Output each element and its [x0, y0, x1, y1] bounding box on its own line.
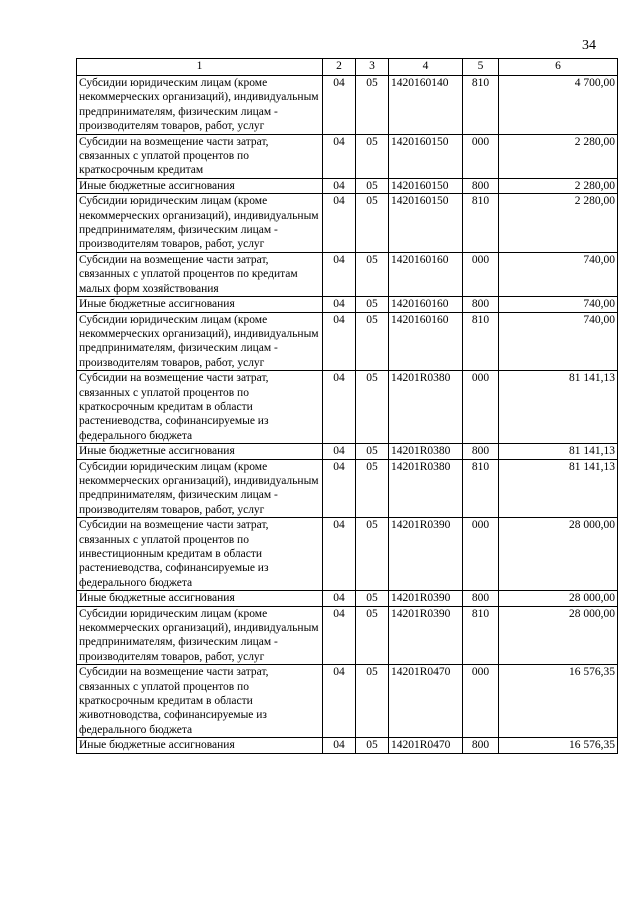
row-expense-type: 800	[463, 738, 499, 753]
row-name: Субсидии на возмещение части затрат, связанных с уплатой процентов по краткосрочным кредитам	[77, 134, 323, 178]
row-name: Иные бюджетные ассигнования	[77, 444, 323, 459]
row-amount: 28 000,00	[499, 606, 618, 665]
row-name: Субсидии юридическим лицам (кроме некоммерческих организаций), индивидуальным предпринимателям, физическим лицам - производителям товаров, работ, услуг	[77, 459, 323, 518]
row-amount: 81 141,13	[499, 371, 618, 444]
row-section: 04	[323, 591, 356, 606]
table-row	[77, 76, 618, 135]
row-expense-type: 000	[463, 371, 499, 444]
header-row	[77, 59, 618, 76]
row-target-code: 1420160150	[389, 178, 463, 193]
table-row	[77, 312, 618, 371]
row-section: 04	[323, 459, 356, 518]
row-section: 04	[323, 371, 356, 444]
row-amount: 740,00	[499, 312, 618, 371]
row-amount: 16 576,35	[499, 665, 618, 738]
row-target-code: 14201R0390	[389, 518, 463, 591]
row-expense-type: 800	[463, 178, 499, 193]
row-amount: 16 576,35	[499, 738, 618, 753]
row-target-code: 14201R0470	[389, 665, 463, 738]
row-target-code: 1420160150	[389, 134, 463, 178]
row-target-code: 14201R0380	[389, 459, 463, 518]
row-target-code: 1420160150	[389, 194, 463, 253]
row-section: 04	[323, 665, 356, 738]
row-name: Субсидии на возмещение части затрат, связанных с уплатой процентов по краткосрочным кредитам в области растениеводства, софинансируемые из федерального бюджета	[77, 371, 323, 444]
table-row	[77, 444, 618, 459]
row-subsection: 05	[356, 252, 389, 296]
row-amount: 2 280,00	[499, 134, 618, 178]
row-target-code: 14201R0380	[389, 371, 463, 444]
header-col-3: 3	[356, 59, 389, 76]
table-row	[77, 178, 618, 193]
row-subsection: 05	[356, 591, 389, 606]
table-row	[77, 371, 618, 444]
row-name: Субсидии юридическим лицам (кроме некоммерческих организаций), индивидуальным предпринимателям, физическим лицам - производителям товаров, работ, услуг	[77, 194, 323, 253]
table-row	[77, 194, 618, 253]
table-row	[77, 459, 618, 518]
row-section: 04	[323, 312, 356, 371]
row-subsection: 05	[356, 371, 389, 444]
row-expense-type: 800	[463, 444, 499, 459]
row-target-code: 1420160160	[389, 312, 463, 371]
row-expense-type: 810	[463, 76, 499, 135]
row-subsection: 05	[356, 665, 389, 738]
row-amount: 740,00	[499, 297, 618, 312]
header-col-2: 2	[323, 59, 356, 76]
header-col-4: 4	[389, 59, 463, 76]
row-section: 04	[323, 76, 356, 135]
row-name: Субсидии юридическим лицам (кроме некоммерческих организаций), индивидуальным предпринимателям, физическим лицам - производителям товаров, работ, услуг	[77, 76, 323, 135]
row-subsection: 05	[356, 76, 389, 135]
row-section: 04	[323, 252, 356, 296]
row-name: Иные бюджетные ассигнования	[77, 591, 323, 606]
row-target-code: 14201R0390	[389, 591, 463, 606]
row-expense-type: 000	[463, 665, 499, 738]
table-row	[77, 134, 618, 178]
row-expense-type: 000	[463, 252, 499, 296]
header-col-6: 6	[499, 59, 618, 76]
row-name: Субсидии юридическим лицам (кроме некоммерческих организаций), индивидуальным предпринимателям, физическим лицам - производителям товаров, работ, услуг	[77, 606, 323, 665]
row-target-code: 14201R0470	[389, 738, 463, 753]
row-subsection: 05	[356, 134, 389, 178]
row-expense-type: 810	[463, 194, 499, 253]
row-section: 04	[323, 178, 356, 193]
row-section: 04	[323, 444, 356, 459]
row-name: Субсидии юридическим лицам (кроме некоммерческих организаций), индивидуальным предпринимателям, физическим лицам - производителям товаров, работ, услуг	[77, 312, 323, 371]
row-amount: 81 141,13	[499, 444, 618, 459]
row-expense-type: 810	[463, 606, 499, 665]
row-expense-type: 800	[463, 591, 499, 606]
row-section: 04	[323, 297, 356, 312]
table-row	[77, 665, 618, 738]
row-amount: 2 280,00	[499, 194, 618, 253]
row-subsection: 05	[356, 297, 389, 312]
row-subsection: 05	[356, 606, 389, 665]
row-amount: 28 000,00	[499, 518, 618, 591]
row-name: Иные бюджетные ассигнования	[77, 297, 323, 312]
row-subsection: 05	[356, 518, 389, 591]
table-row	[77, 518, 618, 591]
row-subsection: 05	[356, 459, 389, 518]
row-section: 04	[323, 606, 356, 665]
row-amount: 2 280,00	[499, 178, 618, 193]
row-amount: 4 700,00	[499, 76, 618, 135]
row-target-code: 1420160160	[389, 297, 463, 312]
page-number: 34	[582, 38, 596, 53]
row-expense-type: 000	[463, 134, 499, 178]
row-expense-type: 810	[463, 459, 499, 518]
row-subsection: 05	[356, 178, 389, 193]
row-expense-type: 800	[463, 297, 499, 312]
row-name: Субсидии на возмещение части затрат, связанных с уплатой процентов по краткосрочным кредитам в области животноводства, софинансируемые из федерального бюджета	[77, 665, 323, 738]
row-section: 04	[323, 194, 356, 253]
table-row	[77, 252, 618, 296]
header-col-1: 1	[77, 59, 323, 76]
row-expense-type: 000	[463, 518, 499, 591]
row-name: Субсидии на возмещение части затрат, связанных с уплатой процентов по инвестиционным кредитам в области растениеводства, софинансируемые из федерального бюджета	[77, 518, 323, 591]
row-target-code: 1420160140	[389, 76, 463, 135]
row-subsection: 05	[356, 312, 389, 371]
row-amount: 81 141,13	[499, 459, 618, 518]
row-amount: 740,00	[499, 252, 618, 296]
row-section: 04	[323, 134, 356, 178]
table-row	[77, 297, 618, 312]
row-target-code: 14201R0390	[389, 606, 463, 665]
row-expense-type: 810	[463, 312, 499, 371]
row-amount: 28 000,00	[499, 591, 618, 606]
row-subsection: 05	[356, 444, 389, 459]
row-section: 04	[323, 738, 356, 753]
table-row	[77, 738, 618, 753]
row-name: Субсидии на возмещение части затрат, связанных с уплатой процентов по кредитам малых форм хозяйствования	[77, 252, 323, 296]
header-col-5: 5	[463, 59, 499, 76]
table-row	[77, 606, 618, 665]
row-target-code: 14201R0380	[389, 444, 463, 459]
row-subsection: 05	[356, 194, 389, 253]
table-row	[77, 591, 618, 606]
budget-table	[76, 58, 618, 754]
row-subsection: 05	[356, 738, 389, 753]
row-section: 04	[323, 518, 356, 591]
row-name: Иные бюджетные ассигнования	[77, 178, 323, 193]
row-name: Иные бюджетные ассигнования	[77, 738, 323, 753]
row-target-code: 1420160160	[389, 252, 463, 296]
